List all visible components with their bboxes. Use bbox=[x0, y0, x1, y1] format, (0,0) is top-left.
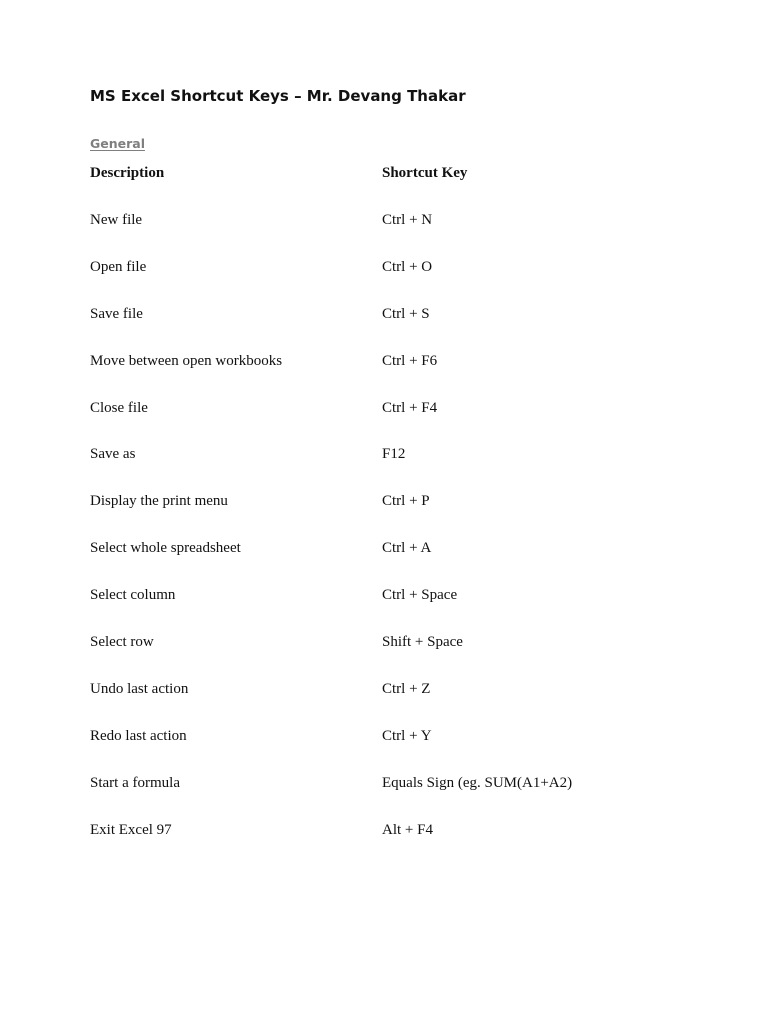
row-shortcut: Ctrl + F6 bbox=[382, 352, 438, 369]
row-shortcut: Ctrl + Z bbox=[382, 680, 431, 697]
column-header-shortcut: Shortcut Key bbox=[382, 165, 468, 181]
table-row bbox=[0, 822, 768, 869]
row-description: Display the print menu bbox=[90, 493, 228, 510]
row-shortcut: Ctrl + A bbox=[382, 540, 432, 557]
row-shortcut: Ctrl + P bbox=[382, 493, 430, 510]
table-row bbox=[0, 259, 768, 306]
table-row bbox=[0, 587, 768, 634]
table-header-row bbox=[0, 165, 768, 185]
table-row bbox=[0, 446, 768, 493]
row-description: Undo last action bbox=[90, 680, 189, 697]
table-row bbox=[0, 681, 768, 728]
row-shortcut: Ctrl + Y bbox=[382, 727, 432, 744]
row-description: Exit Excel 97 bbox=[90, 821, 172, 838]
table-row bbox=[0, 728, 768, 775]
row-shortcut: Ctrl + O bbox=[382, 258, 433, 275]
row-description: Save as bbox=[90, 446, 136, 463]
table-row bbox=[0, 540, 768, 587]
row-description: Open file bbox=[90, 258, 147, 275]
table-row bbox=[0, 493, 768, 540]
row-description: Select row bbox=[90, 634, 154, 651]
document-title: MS Excel Shortcut Keys – Mr. Devang Thakar bbox=[90, 87, 466, 105]
row-shortcut: Shift + Space bbox=[382, 634, 463, 651]
shortcut-table-body bbox=[0, 212, 768, 868]
row-shortcut: Ctrl + Space bbox=[382, 587, 458, 604]
table-row bbox=[0, 353, 768, 400]
row-description: New file bbox=[90, 212, 143, 228]
row-description: Save file bbox=[90, 305, 143, 322]
table-row bbox=[0, 775, 768, 822]
row-description: Start a formula bbox=[90, 774, 180, 791]
table-row bbox=[0, 306, 768, 353]
row-shortcut: Ctrl + S bbox=[382, 305, 430, 322]
row-shortcut: Ctrl + N bbox=[382, 212, 433, 228]
row-shortcut: F12 bbox=[382, 446, 406, 463]
row-description: Move between open workbooks bbox=[90, 352, 283, 369]
row-shortcut: Ctrl + F4 bbox=[382, 399, 438, 416]
section-heading-general: General bbox=[90, 136, 145, 151]
row-shortcut: Alt + F4 bbox=[382, 821, 433, 838]
table-row bbox=[0, 212, 768, 259]
row-description: Select whole spreadsheet bbox=[90, 540, 241, 557]
table-row bbox=[0, 634, 768, 681]
column-header-description: Description bbox=[90, 165, 165, 181]
table-row bbox=[0, 400, 768, 447]
row-description: Redo last action bbox=[90, 727, 187, 744]
row-shortcut: Equals Sign (eg. SUM(A1+A2) bbox=[382, 774, 573, 791]
row-description: Select column bbox=[90, 587, 176, 604]
row-description: Close file bbox=[90, 399, 148, 416]
